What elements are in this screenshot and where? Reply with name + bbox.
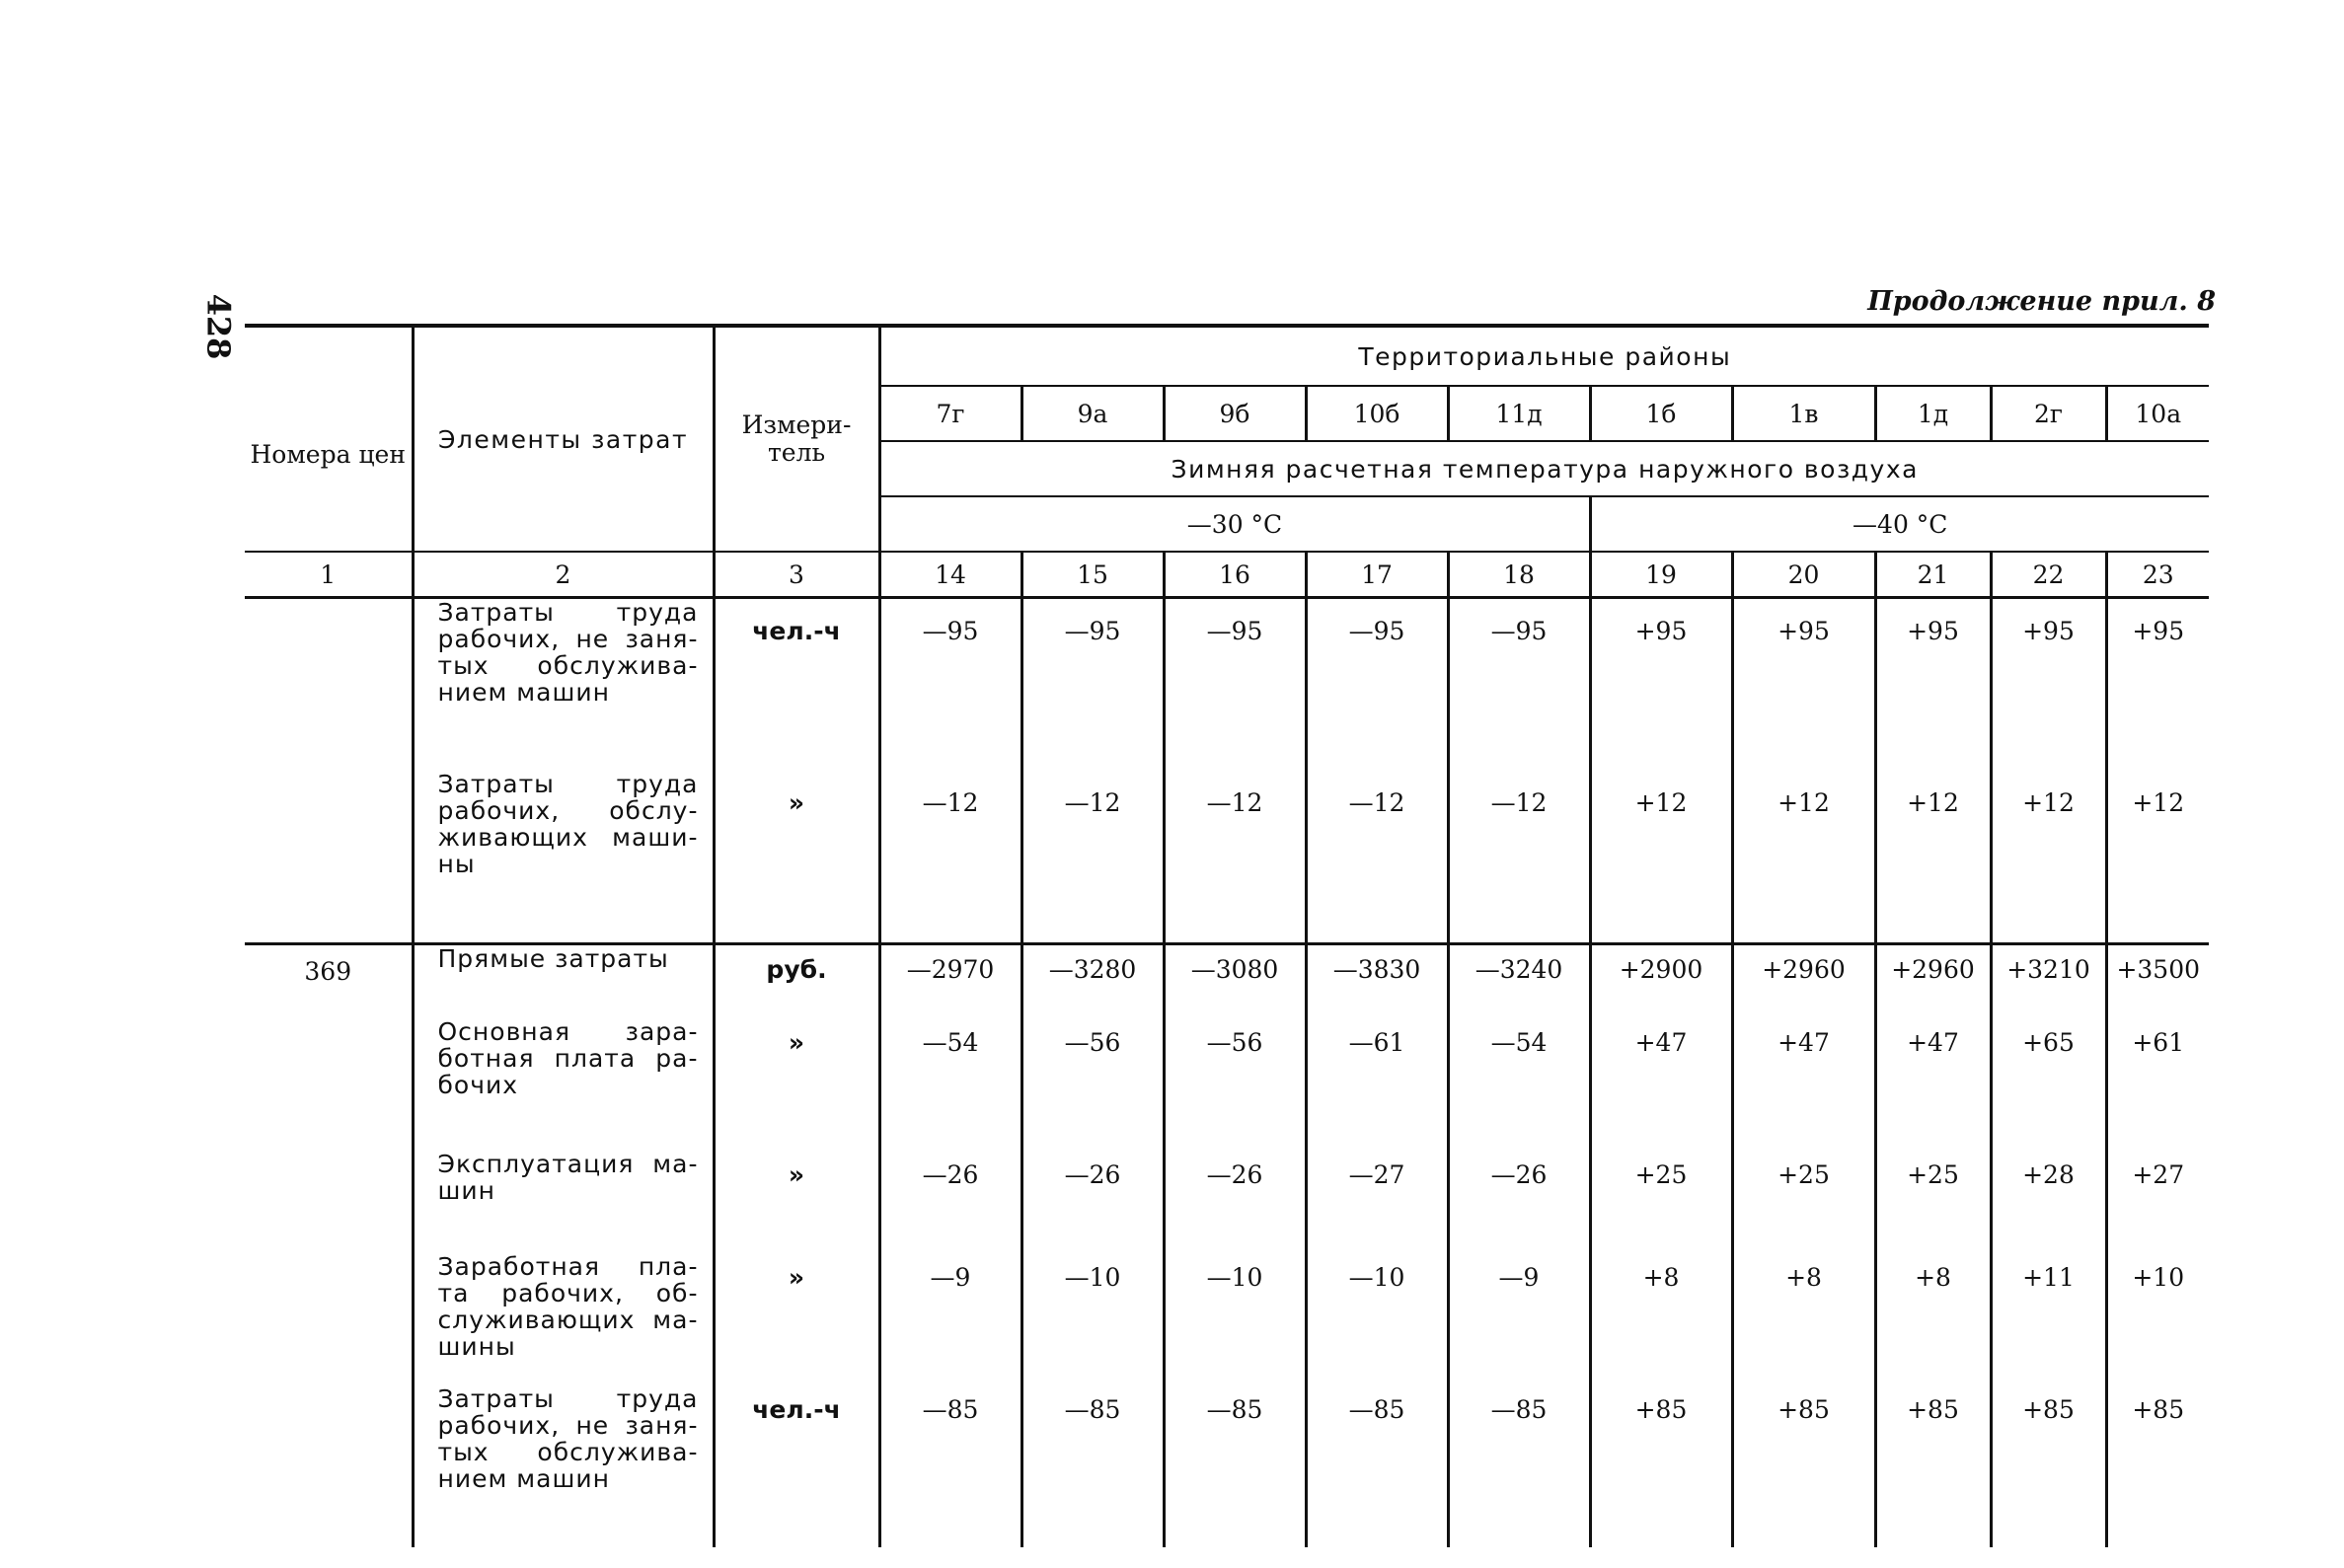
value-cell: —9 xyxy=(1448,1253,1590,1385)
value-cell: —3830 xyxy=(1306,945,1448,1018)
header-temp-minus40: —40 °С xyxy=(1590,496,2209,552)
value-cell: —95 xyxy=(1021,598,1164,772)
price-number xyxy=(245,598,413,772)
value-cell: +27 xyxy=(2106,1151,2209,1253)
table-row xyxy=(245,1253,2209,1385)
value-cell: +12 xyxy=(1590,771,1732,944)
value-cell: —12 xyxy=(1448,771,1590,944)
value-cell: +95 xyxy=(2106,598,2209,772)
header-territories: Территориальные районы xyxy=(879,326,2209,386)
value-cell: —56 xyxy=(1021,1018,1164,1151)
value-cell: —61 xyxy=(1306,1018,1448,1151)
column-number: 16 xyxy=(1164,552,1306,598)
continuation-caption: Продолжение прил. 8 xyxy=(1867,286,2216,317)
unit: чел.-ч xyxy=(714,1385,879,1547)
unit: чел.-ч xyxy=(714,598,879,772)
value-cell: +95 xyxy=(1991,598,2106,772)
territory-3: 10б xyxy=(1306,386,1448,441)
value-cell: +65 xyxy=(1991,1018,2106,1151)
header-price-no: Номера цен xyxy=(245,326,413,552)
value-cell: —9 xyxy=(879,1253,1021,1385)
table-body xyxy=(245,598,2209,1548)
value-cell: +12 xyxy=(1991,771,2106,944)
column-number: 19 xyxy=(1590,552,1732,598)
price-number xyxy=(245,1151,413,1253)
header-temperature: Зимняя расчетная температура наружного воздуха xyxy=(879,441,2209,496)
unit: руб. xyxy=(714,945,879,1018)
value-cell: —12 xyxy=(1021,771,1164,944)
territory-2: 9б xyxy=(1164,386,1306,441)
column-number: 17 xyxy=(1306,552,1448,598)
value-cell: +2960 xyxy=(1875,945,1991,1018)
value-cell: +85 xyxy=(1875,1385,1991,1547)
value-cell: —3240 xyxy=(1448,945,1590,1018)
cost-element: Затраты труда рабочих, не заня-тых обслужива-нием машин xyxy=(413,598,714,772)
value-cell: +8 xyxy=(1590,1253,1732,1385)
column-number: 15 xyxy=(1021,552,1164,598)
table-row xyxy=(245,1151,2209,1253)
page-number: 428 xyxy=(199,293,238,360)
value-cell: —12 xyxy=(1164,771,1306,944)
value-cell: +25 xyxy=(1590,1151,1732,1253)
column-number: 22 xyxy=(1991,552,2106,598)
price-number xyxy=(245,1385,413,1547)
cost-element: Затраты труда рабочих, обслу-живающих маши-ны xyxy=(413,771,714,944)
value-cell: —85 xyxy=(1164,1385,1306,1547)
value-cell: —95 xyxy=(1448,598,1590,772)
column-number: 18 xyxy=(1448,552,1590,598)
value-cell: +95 xyxy=(1590,598,1732,772)
value-cell: +11 xyxy=(1991,1253,2106,1385)
value-cell: +85 xyxy=(1732,1385,1875,1547)
value-cell: +47 xyxy=(1732,1018,1875,1151)
value-cell: +95 xyxy=(1875,598,1991,772)
value-cell: —10 xyxy=(1021,1253,1164,1385)
value-cell: +25 xyxy=(1732,1151,1875,1253)
value-cell: +85 xyxy=(2106,1385,2209,1547)
value-cell: +12 xyxy=(2106,771,2209,944)
value-cell: —26 xyxy=(1021,1151,1164,1253)
value-cell: +3500 xyxy=(2106,945,2209,1018)
value-cell: —85 xyxy=(1021,1385,1164,1547)
territory-7: 1д xyxy=(1875,386,1991,441)
column-number: 21 xyxy=(1875,552,1991,598)
price-number: 369 xyxy=(304,957,352,986)
value-cell: +28 xyxy=(1991,1151,2106,1253)
value-cell: —10 xyxy=(1306,1253,1448,1385)
value-cell: —2970 xyxy=(879,945,1021,1018)
header-temp-minus30: —30 °С xyxy=(879,496,1590,552)
unit: » xyxy=(714,1151,879,1253)
value-cell: +10 xyxy=(2106,1253,2209,1385)
column-number: 1 xyxy=(320,560,337,589)
cost-element: Заработная пла-та рабочих, об-служивающих ма-шины xyxy=(413,1253,714,1385)
value-cell: —54 xyxy=(1448,1018,1590,1151)
value-cell: +2960 xyxy=(1732,945,1875,1018)
column-number: 3 xyxy=(714,552,879,598)
value-cell: +12 xyxy=(1875,771,1991,944)
table-header xyxy=(245,326,2209,598)
table-row xyxy=(245,598,2209,772)
table-row xyxy=(245,1385,2209,1547)
value-cell: +25 xyxy=(1875,1151,1991,1253)
price-number xyxy=(245,771,413,944)
territory-4: 11д xyxy=(1448,386,1590,441)
value-cell: —95 xyxy=(879,598,1021,772)
territory-6: 1в xyxy=(1732,386,1875,441)
value-cell: +8 xyxy=(1875,1253,1991,1385)
value-cell: —27 xyxy=(1306,1151,1448,1253)
value-cell: +85 xyxy=(1590,1385,1732,1547)
column-number: 14 xyxy=(879,552,1021,598)
cost-element: Затраты труда рабочих, не заня-тых обслужива-нием машин xyxy=(413,1385,714,1547)
value-cell: —26 xyxy=(1448,1151,1590,1253)
table-row xyxy=(245,771,2209,944)
value-cell: +47 xyxy=(1875,1018,1991,1151)
cost-element: Основная зара-ботная плата ра-бочих xyxy=(413,1018,714,1151)
header-unit: Измери-тель xyxy=(714,326,879,552)
value-cell: —54 xyxy=(879,1018,1021,1151)
value-cell: +2900 xyxy=(1590,945,1732,1018)
territory-5: 1б xyxy=(1590,386,1732,441)
value-cell: +61 xyxy=(2106,1018,2209,1151)
value-cell: —26 xyxy=(879,1151,1021,1253)
table-row xyxy=(245,1018,2209,1151)
unit: » xyxy=(714,771,879,944)
value-cell: +12 xyxy=(1732,771,1875,944)
value-cell: —12 xyxy=(879,771,1021,944)
value-cell: —12 xyxy=(1306,771,1448,944)
column-number: 20 xyxy=(1732,552,1875,598)
value-cell: —10 xyxy=(1164,1253,1306,1385)
value-cell: —85 xyxy=(1306,1385,1448,1547)
cost-element: Прямые затраты xyxy=(413,945,714,1018)
value-cell: —3280 xyxy=(1021,945,1164,1018)
header-cost-elements: Элементы затрат xyxy=(413,326,714,552)
cost-element: Эксплуатация ма-шин xyxy=(413,1151,714,1253)
value-cell: +47 xyxy=(1590,1018,1732,1151)
value-cell: —95 xyxy=(1164,598,1306,772)
column-number: 2 xyxy=(413,552,714,598)
unit: » xyxy=(714,1018,879,1151)
value-cell: —95 xyxy=(1306,598,1448,772)
price-number xyxy=(245,1253,413,1385)
value-cell: +3210 xyxy=(1991,945,2106,1018)
value-cell: —3080 xyxy=(1164,945,1306,1018)
value-cell: +85 xyxy=(1991,1385,2106,1547)
unit: » xyxy=(714,1253,879,1385)
table-row xyxy=(245,945,2209,1018)
column-number-row xyxy=(245,552,2209,598)
value-cell: —85 xyxy=(879,1385,1021,1547)
price-number xyxy=(245,1018,413,1151)
territory-0: 7г xyxy=(879,386,1021,441)
value-cell: —85 xyxy=(1448,1385,1590,1547)
territory-8: 2г xyxy=(1991,386,2106,441)
territory-1: 9а xyxy=(1021,386,1164,441)
value-cell: +95 xyxy=(1732,598,1875,772)
column-number: 23 xyxy=(2106,552,2209,598)
territory-9: 10а xyxy=(2106,386,2209,441)
value-cell: —56 xyxy=(1164,1018,1306,1151)
value-cell: —26 xyxy=(1164,1151,1306,1253)
value-cell: +8 xyxy=(1732,1253,1875,1385)
cost-table xyxy=(245,324,2209,1547)
